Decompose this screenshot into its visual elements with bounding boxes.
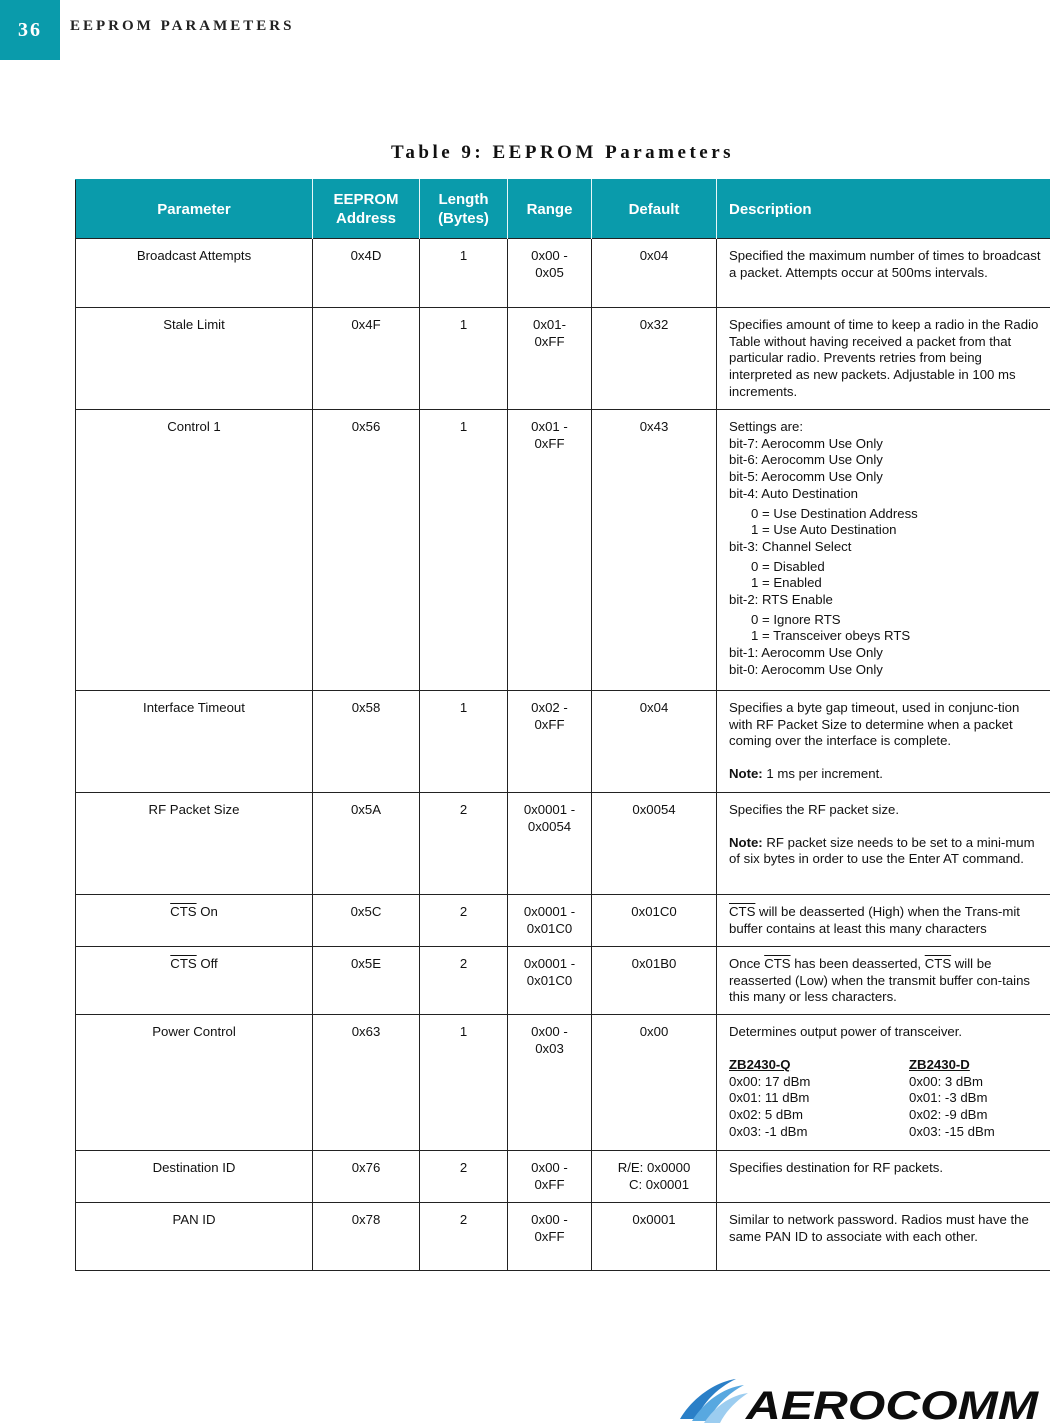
cell-description: Specified the maximum number of times to broadcast a packet. Attempts occur at 500ms intervals.: [717, 239, 1050, 308]
cell-address: 0x63: [313, 1015, 420, 1151]
cell-range: 0x00 - 0xFF: [508, 1203, 592, 1271]
table-row: [76, 895, 1050, 947]
cell-range: 0x00 - 0x03: [508, 1015, 592, 1151]
cell-description: Settings are: bit-7: Aerocomm Use Only bit-6: Aerocomm Use Only bit-5: Aerocomm Use Only bit-4: Auto Destination 0 = Use Destination Address 1 = Use Auto Destination bit-3: Channel Select 0 = Disabled 1 = Enabled bit-2: RTS Enable 0 = Ignore RTS 1 = Transceiver obeys RTS bit-1: Aerocomm Use Only bit-0: Aerocomm Use Only: [717, 410, 1050, 691]
cell-parameter: $\overline{CTS}$ On: [76, 895, 313, 947]
eeprom-parameters-table: [75, 179, 1050, 1271]
cell-description: Specifies the RF packet size. Note: RF packet size needs to be set to a mini-mum of six bytes in order to use the Enter AT command.: [717, 793, 1050, 895]
cell-address: 0x4F: [313, 308, 420, 410]
cell-length: 1: [420, 1015, 508, 1151]
table-row: [76, 793, 1050, 895]
cell-parameter: $\overline{CTS}$ Off: [76, 947, 313, 1015]
table-row: [76, 947, 1050, 1015]
cell-range: 0x00 - 0x05: [508, 239, 592, 308]
cell-parameter: Control 1: [76, 410, 313, 691]
cell-parameter: Power Control: [76, 1015, 313, 1151]
cell-length: 2: [420, 1151, 508, 1203]
cell-range: 0x01- 0xFF: [508, 308, 592, 410]
cell-address: 0x56: [313, 410, 420, 691]
cell-length: 1: [420, 308, 508, 410]
cell-range: 0x01 - 0xFF: [508, 410, 592, 691]
cell-address: 0x4D: [313, 239, 420, 308]
table-row: [76, 410, 1050, 691]
cell-address: 0x5A: [313, 793, 420, 895]
table-row: [76, 691, 1050, 793]
table-row: [76, 239, 1050, 308]
column-header-eeprom-address: EEPROM Address: [313, 180, 420, 239]
cell-default: 0x43: [592, 410, 717, 691]
table-header-row: [76, 180, 1050, 239]
cell-address: 0x5C: [313, 895, 420, 947]
cell-default: 0x04: [592, 691, 717, 793]
cell-address: 0x5E: [313, 947, 420, 1015]
cell-default: 0x04: [592, 239, 717, 308]
cell-address: 0x58: [313, 691, 420, 793]
cell-description: Once $\overline{CTS}$ has been deasserted, $\overline{CTS}$ will be reasserted (Low) when the transmit buffer con-tains this many or less characters.: [717, 947, 1050, 1015]
cell-address: 0x78: [313, 1203, 420, 1271]
cell-default: 0x01C0: [592, 895, 717, 947]
cell-length: 1: [420, 410, 508, 691]
cell-range: 0x0001 - 0x01C0: [508, 895, 592, 947]
cell-length: 2: [420, 793, 508, 895]
running-head: EEPROM PARAMETERS: [70, 18, 295, 34]
cell-address: 0x76: [313, 1151, 420, 1203]
cell-parameter: PAN ID: [76, 1203, 313, 1271]
cell-parameter: Interface Timeout: [76, 691, 313, 793]
column-header-parameter: Parameter: [76, 180, 313, 239]
cell-length: 2: [420, 947, 508, 1015]
cell-default: 0x0054: [592, 793, 717, 895]
cell-description: Specifies amount of time to keep a radio in the Radio Table without having received a packet from that particular radio. Prevents retries from being interpreted as new packets. Adjustable in 100 ms increments.: [717, 308, 1050, 410]
column-header-description: Description: [717, 180, 1050, 239]
cell-length: 1: [420, 691, 508, 793]
column-header-range: Range: [508, 180, 592, 239]
cell-range: 0x00 - 0xFF: [508, 1151, 592, 1203]
cell-range: 0x02 - 0xFF: [508, 691, 592, 793]
table-title: Table 9: EEPROM Parameters: [390, 142, 735, 163]
page-number: 36: [18, 18, 42, 41]
table-row: [76, 1151, 1050, 1203]
cell-default: R/E: 0x0000 C: 0x0001: [592, 1151, 717, 1203]
cell-parameter: Destination ID: [76, 1151, 313, 1203]
table-row: [76, 1015, 1050, 1151]
logo-wordmark: AEROCOMM: [744, 1384, 1041, 1425]
column-header-length: Length (Bytes): [420, 180, 508, 239]
page-number-tab: [0, 0, 60, 60]
cell-length: 2: [420, 895, 508, 947]
cell-parameter: RF Packet Size: [76, 793, 313, 895]
cell-parameter: Stale Limit: [76, 308, 313, 410]
cell-range: 0x0001 - 0x0054: [508, 793, 592, 895]
cell-description: Specifies a byte gap timeout, used in conjunc-tion with RF Packet Size to determine when a packet coming over the interface is complete. Note: 1 ms per increment.: [717, 691, 1050, 793]
cell-description: Determines output power of transceiver. ZB2430-Q ZB2430-D 0x00: 17 dBm 0x00: 3 dBm 0x01: 11 dBm 0x01: -3 dBm 0x02: 5 dBm 0x02: -9 dBm 0x03: -1 dBm 0x03: -15 dBm: [717, 1015, 1050, 1151]
cell-description: $\overline{CTS}$ will be deasserted (High) when the Trans-mit buffer contains at least this many characters: [717, 895, 1050, 947]
aerocomm-logo: [674, 1375, 1044, 1425]
aerocomm-swoosh-icon: [674, 1375, 1044, 1425]
cell-default: 0x01B0: [592, 947, 717, 1015]
cell-parameter: Broadcast Attempts: [76, 239, 313, 308]
cell-description: Specifies destination for RF packets.: [717, 1151, 1050, 1203]
cell-range: 0x0001 - 0x01C0: [508, 947, 592, 1015]
cell-length: 2: [420, 1203, 508, 1271]
cell-description: Similar to network password. Radios must have the same PAN ID to associate with each other.: [717, 1203, 1050, 1271]
power-level-table: ZB2430-Q ZB2430-D 0x00: 17 dBm 0x00: 3 dBm 0x01: 11 dBm 0x01: -3 dBm 0x02: 5 dBm 0x02: -9 dBm 0x03: -1 dBm 0x03: -15 dBm: [729, 1056, 995, 1139]
cell-default: 0x0001: [592, 1203, 717, 1271]
cell-default: 0x32: [592, 308, 717, 410]
table-row: [76, 308, 1050, 410]
cell-length: 1: [420, 239, 508, 308]
table-row: [76, 1203, 1050, 1271]
cell-default: 0x00: [592, 1015, 717, 1151]
column-header-default: Default: [592, 180, 717, 239]
